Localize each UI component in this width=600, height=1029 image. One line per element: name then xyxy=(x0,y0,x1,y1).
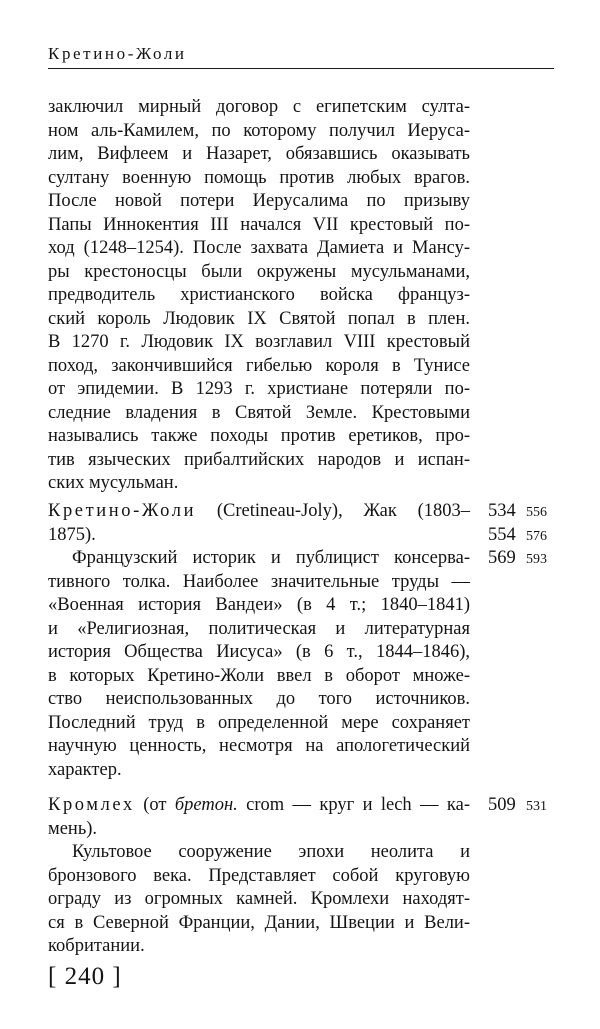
page-ref-alt: 576 xyxy=(526,528,547,544)
page-ref: 569 xyxy=(488,548,516,568)
text-line: научную ценность, несмотря на апологетический xyxy=(48,736,470,756)
continuation-paragraph xyxy=(48,96,470,496)
text-line: тив языческих прибалтийских народов и испан- xyxy=(48,449,470,470)
running-head: Кретино-Жоли xyxy=(48,44,187,63)
header-rule xyxy=(48,68,554,69)
text-line: бронзового века. Представляет собой круговую xyxy=(48,865,470,886)
text-line: После новой потери Иерусалима по призыву xyxy=(48,191,470,211)
entry-heading-line xyxy=(48,500,470,524)
text-line: тивного толка. Наиболее значительные труды — xyxy=(48,571,470,592)
page-ref-row xyxy=(488,500,568,524)
page-number: [ 240 ] xyxy=(48,963,122,990)
page-ref: 534 xyxy=(488,501,516,521)
page-ref-alt: 531 xyxy=(526,799,547,814)
text-line: ограду из огромных камней. Кромлехи находят- xyxy=(48,889,470,909)
text-line: и «Религиозная, политическая и литературная xyxy=(48,618,470,639)
entry-heading-text: (от xyxy=(134,795,175,815)
page-ref-row xyxy=(488,524,568,548)
text-line: ры крестоносцы были окружены мусульманами, xyxy=(48,261,470,282)
entry-heading-line xyxy=(48,794,470,818)
text-line: ство неиспользованных до того источников. xyxy=(48,689,470,709)
text-line: Последний труд в определенной мере сохраняет xyxy=(48,712,470,733)
text-line: Папы Иннокентия III начался VII крестовый по- xyxy=(48,214,470,235)
text-line: султану военную помощь против любых врагов. xyxy=(48,167,470,188)
entry-page-refs xyxy=(488,794,568,818)
text-line: Французский историк и публицист консерва- xyxy=(72,548,470,568)
entry-heading-text: (Cretineau-Joly), Жак (1803– xyxy=(196,501,470,521)
entry-cretineau-joly xyxy=(48,500,470,782)
entry-heading-line: мень). xyxy=(48,818,98,839)
text-line: лим, Вифлеем и Назарет, обязавшись оказывать xyxy=(48,144,470,164)
text-line: ся в Северной Франции, Дании, Швеции и Вели- xyxy=(48,912,470,933)
text-line: история Общества Иисуса» (в 6 т., 1844–1846), xyxy=(48,642,470,662)
text-line: заключил мирный договор с египетским султа- xyxy=(48,97,470,117)
entry-headword: Кретино-Жоли xyxy=(48,501,197,521)
text-line: В 1270 г. Людовик IX возглавил VIII крестовый xyxy=(48,332,470,352)
text-line: «Военная история Вандеи» (в 4 т.; 1840–1841) xyxy=(48,595,470,615)
entry-headword: Кромлех xyxy=(48,795,135,815)
text-line: ном аль-Камилем, по которому получил Иеруса- xyxy=(48,120,470,141)
text-line: ских мусульман. xyxy=(48,473,179,493)
page-ref-row xyxy=(488,794,568,818)
page-ref: 509 xyxy=(488,795,516,815)
text-line: назывались также походы против еретиков, про- xyxy=(48,426,470,446)
entry-heading-italic: бретон. xyxy=(174,795,238,815)
text-line: следние владения в Святой Земле. Крестовыми xyxy=(48,402,470,423)
text-line: ский король Людовик IX Святой попал в плен. xyxy=(48,308,470,329)
page-ref: 554 xyxy=(488,524,516,545)
text-line: предводитель христианского войска француз- xyxy=(48,285,470,305)
page-ref-alt: 556 xyxy=(526,505,547,520)
text-line: в которых Кретино-Жоли ввел в оборот множе- xyxy=(48,665,470,686)
text-line: ход (1248–1254). После захвата Дамиета и Мансу- xyxy=(48,238,470,258)
text-line: от эпидемии. В 1293 г. христиане потеряли по- xyxy=(48,379,470,399)
text-line: поход, закончившийся гибелью короля в Тунисе xyxy=(48,355,470,376)
entry-heading-line: 1875). xyxy=(48,524,96,545)
page-ref-row xyxy=(488,547,568,571)
entry-cromlech xyxy=(48,794,470,959)
text-line: кобритании. xyxy=(48,936,145,956)
text-line: Культовое сооружение эпохи неолита и xyxy=(72,842,470,862)
entry-heading-text: crom — круг и lech — ка- xyxy=(237,795,470,815)
entry-page-refs xyxy=(488,500,568,571)
page-ref-alt: 593 xyxy=(526,552,547,567)
text-line: характер. xyxy=(48,759,122,780)
